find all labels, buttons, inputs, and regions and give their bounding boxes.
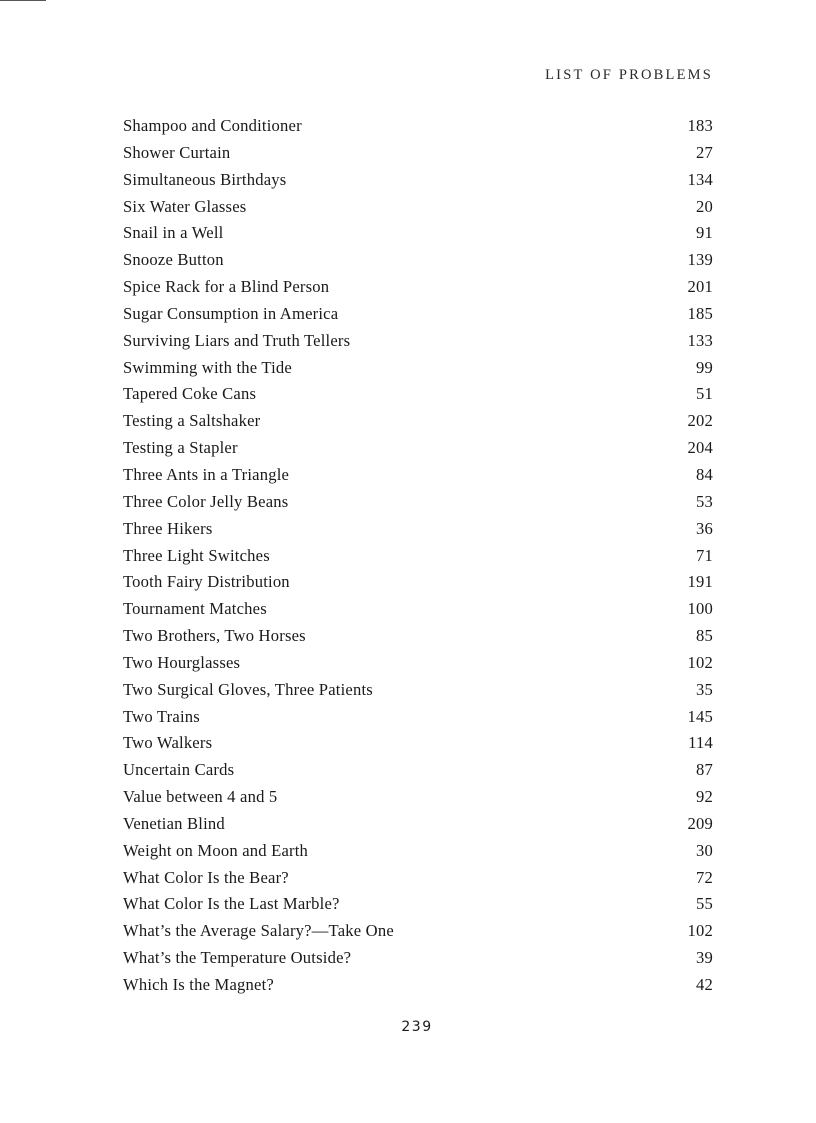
- problem-page-number: 36: [696, 518, 713, 538]
- problem-page-number: 84: [696, 464, 713, 484]
- list-item: [123, 220, 713, 247]
- problem-page-number: 102: [687, 652, 713, 672]
- problem-page-number: 183: [687, 116, 713, 135]
- list-item: [123, 784, 713, 811]
- problem-title: Tooth Fairy Distribution: [123, 572, 290, 592]
- list-item: [123, 274, 713, 301]
- list-item: [123, 381, 713, 408]
- problem-title: Shampoo and Conditioner: [123, 116, 302, 135]
- problem-page-number: 204: [687, 438, 713, 458]
- problem-title: Sugar Consumption in America: [123, 303, 339, 323]
- list-item: [123, 301, 713, 328]
- problem-title: Three Ants in a Triangle: [123, 464, 290, 484]
- problem-title: Two Trains: [123, 706, 200, 726]
- problem-page-number: 72: [696, 867, 713, 887]
- problem-page-number: 191: [687, 572, 713, 592]
- problem-page-number: 55: [696, 894, 713, 914]
- list-item: [123, 865, 713, 892]
- problem-page-number: 20: [696, 196, 713, 216]
- list-item: [123, 811, 713, 838]
- problem-list: [123, 113, 713, 999]
- problem-title: What Color Is the Last Marble?: [123, 894, 340, 914]
- problem-title: What’s the Temperature Outside?: [123, 948, 352, 968]
- problem-title: Snail in a Well: [123, 223, 224, 243]
- list-item: [123, 167, 713, 194]
- problem-title: Tapered Coke Cans: [123, 384, 257, 404]
- problem-title: Weight on Moon and Earth: [123, 840, 309, 860]
- problem-title: Swimming with the Tide: [123, 357, 292, 377]
- problem-page-number: 134: [687, 169, 713, 189]
- problem-title: Value between 4 and 5: [123, 787, 278, 807]
- problem-page-number: 71: [696, 545, 713, 565]
- list-item: [123, 516, 713, 543]
- list-item: [123, 247, 713, 274]
- problem-title: Venetian Blind: [123, 813, 225, 833]
- problem-title: Two Surgical Gloves, Three Patients: [123, 679, 373, 699]
- problem-title: Which Is the Magnet?: [123, 975, 274, 994]
- problem-page-number: 114: [688, 733, 713, 753]
- problem-page-number: 145: [687, 706, 713, 726]
- problem-page-number: 51: [696, 384, 713, 404]
- problem-title: Three Hikers: [123, 518, 213, 538]
- corner-rule: [0, 0, 46, 1]
- list-item: [123, 945, 713, 972]
- problem-title: Two Hourglasses: [123, 652, 241, 672]
- running-head: LIST OF PROBLEMS: [545, 67, 713, 83]
- problem-title: Snooze Button: [123, 250, 224, 270]
- list-item: [123, 462, 713, 489]
- list-item: [123, 730, 713, 757]
- problem-page-number: 185: [687, 303, 713, 323]
- problem-page-number: 139: [687, 250, 713, 270]
- problem-title: Two Brothers, Two Horses: [123, 626, 306, 646]
- page-number: 239: [401, 1019, 433, 1035]
- list-item: [123, 569, 713, 596]
- problem-title: Spice Rack for a Blind Person: [123, 277, 330, 297]
- problem-page-number: 42: [696, 975, 713, 994]
- problem-title: Shower Curtain: [123, 142, 231, 162]
- problem-title: Testing a Stapler: [123, 438, 238, 458]
- list-item: [123, 838, 713, 865]
- list-item: [123, 328, 713, 355]
- list-item: [123, 677, 713, 704]
- problem-page-number: 102: [687, 921, 713, 941]
- list-item: [123, 972, 713, 999]
- problem-page-number: 100: [687, 599, 713, 619]
- problem-title: What’s the Average Salary?—Take One: [123, 921, 394, 941]
- list-item: [123, 596, 713, 623]
- list-item: [123, 543, 713, 570]
- list-item: [123, 408, 713, 435]
- list-item: [123, 489, 713, 516]
- problem-title: Surviving Liars and Truth Tellers: [123, 330, 351, 350]
- problem-page-number: 202: [687, 411, 713, 431]
- problem-title: Tournament Matches: [123, 599, 267, 619]
- list-item: [123, 140, 713, 167]
- problem-title: Six Water Glasses: [123, 196, 247, 216]
- problem-page-number: 39: [696, 948, 713, 968]
- problem-title: Two Walkers: [123, 733, 213, 753]
- list-item: [123, 650, 713, 677]
- problem-page-number: 35: [696, 679, 713, 699]
- list-item: [123, 355, 713, 382]
- list-item: [123, 623, 713, 650]
- list-item: [123, 918, 713, 945]
- problem-page-number: 53: [696, 491, 713, 511]
- list-item: [123, 113, 713, 140]
- problem-page-number: 209: [687, 813, 713, 833]
- problem-page-number: 91: [696, 223, 713, 243]
- problem-page-number: 133: [687, 330, 713, 350]
- problem-page-number: 92: [696, 787, 713, 807]
- problem-page-number: 30: [696, 840, 713, 860]
- problem-page-number: 27: [696, 142, 713, 162]
- list-item: [123, 194, 713, 221]
- problem-page-number: 201: [687, 277, 713, 297]
- list-item: [123, 757, 713, 784]
- problem-title: Three Light Switches: [123, 545, 270, 565]
- problem-page-number: 85: [696, 626, 713, 646]
- list-item: [123, 704, 713, 731]
- list-item: [123, 435, 713, 462]
- problem-title: Uncertain Cards: [123, 760, 235, 780]
- list-item: [123, 891, 713, 918]
- problem-title: Testing a Saltshaker: [123, 411, 261, 431]
- problem-page-number: 87: [696, 760, 713, 780]
- problem-title: Simultaneous Birthdays: [123, 169, 287, 189]
- problem-page-number: 99: [696, 357, 713, 377]
- problem-title: What Color Is the Bear?: [123, 867, 289, 887]
- problem-title: Three Color Jelly Beans: [123, 491, 289, 511]
